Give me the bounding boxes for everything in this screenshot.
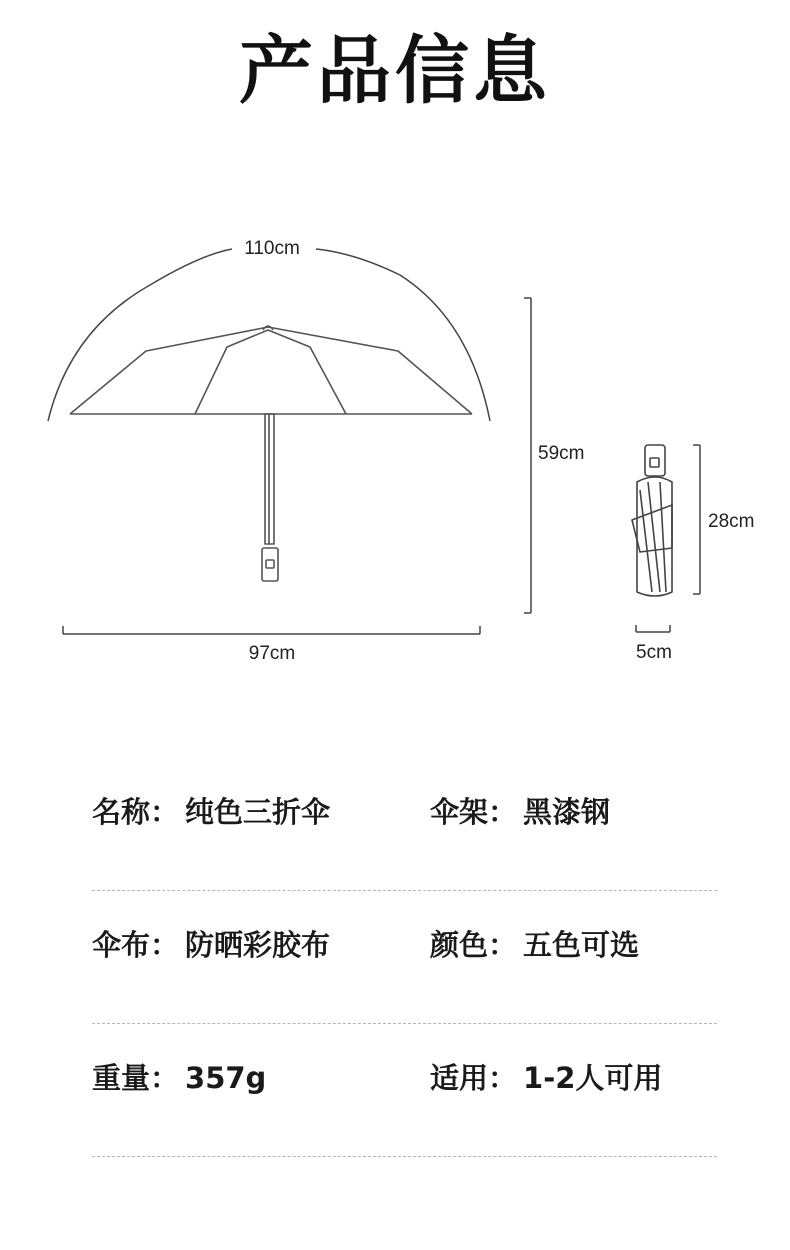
arc-dimension-line-right [316,249,490,421]
spec-item-fabric [92,925,330,965]
spec-value: 防晒彩胶布 [185,928,331,962]
spec-table [92,760,717,1159]
open-height-label: 59cm [538,443,585,464]
spec-value: 357g [185,1061,267,1095]
arc-length-label: 110cm [244,238,300,259]
spec-row [92,1026,717,1159]
spec-value: 1-2人可用 [523,1061,663,1095]
spec-item-capacity [430,1058,662,1098]
width-dimension-line [63,626,480,634]
spec-label: 重量： [92,1061,180,1095]
folded-width-dimension-line [636,625,670,632]
spec-item-frame [430,792,610,832]
spec-item-name [92,792,330,832]
spec-label: 伞布： [92,928,180,962]
spec-row [92,893,717,1026]
folded-umbrella-icon [632,445,672,596]
spec-item-weight [92,1058,266,1098]
spec-row [92,760,717,893]
spec-label: 适用： [430,1061,518,1095]
spec-label: 颜色： [430,928,518,962]
spec-value: 五色可选 [523,928,640,962]
folded-width-label: 5cm [636,642,672,663]
spec-item-color [430,925,639,965]
open-umbrella-icon [70,326,472,581]
dashed-divider [92,890,717,891]
dashed-divider [92,1023,717,1024]
folded-length-dimension-line [693,445,700,594]
spec-value: 纯色三折伞 [185,795,331,829]
spec-label: 伞架： [430,795,518,829]
spec-value: 黑漆钢 [523,795,611,829]
open-width-label: 97cm [248,643,296,664]
folded-length-label: 28cm [708,511,755,532]
dashed-divider [92,1156,717,1157]
height-dimension-line [524,298,531,613]
spec-label: 名称： [92,795,180,829]
page-title: 产品信息 [239,28,551,114]
umbrella-dimension-diagram [0,220,790,670]
